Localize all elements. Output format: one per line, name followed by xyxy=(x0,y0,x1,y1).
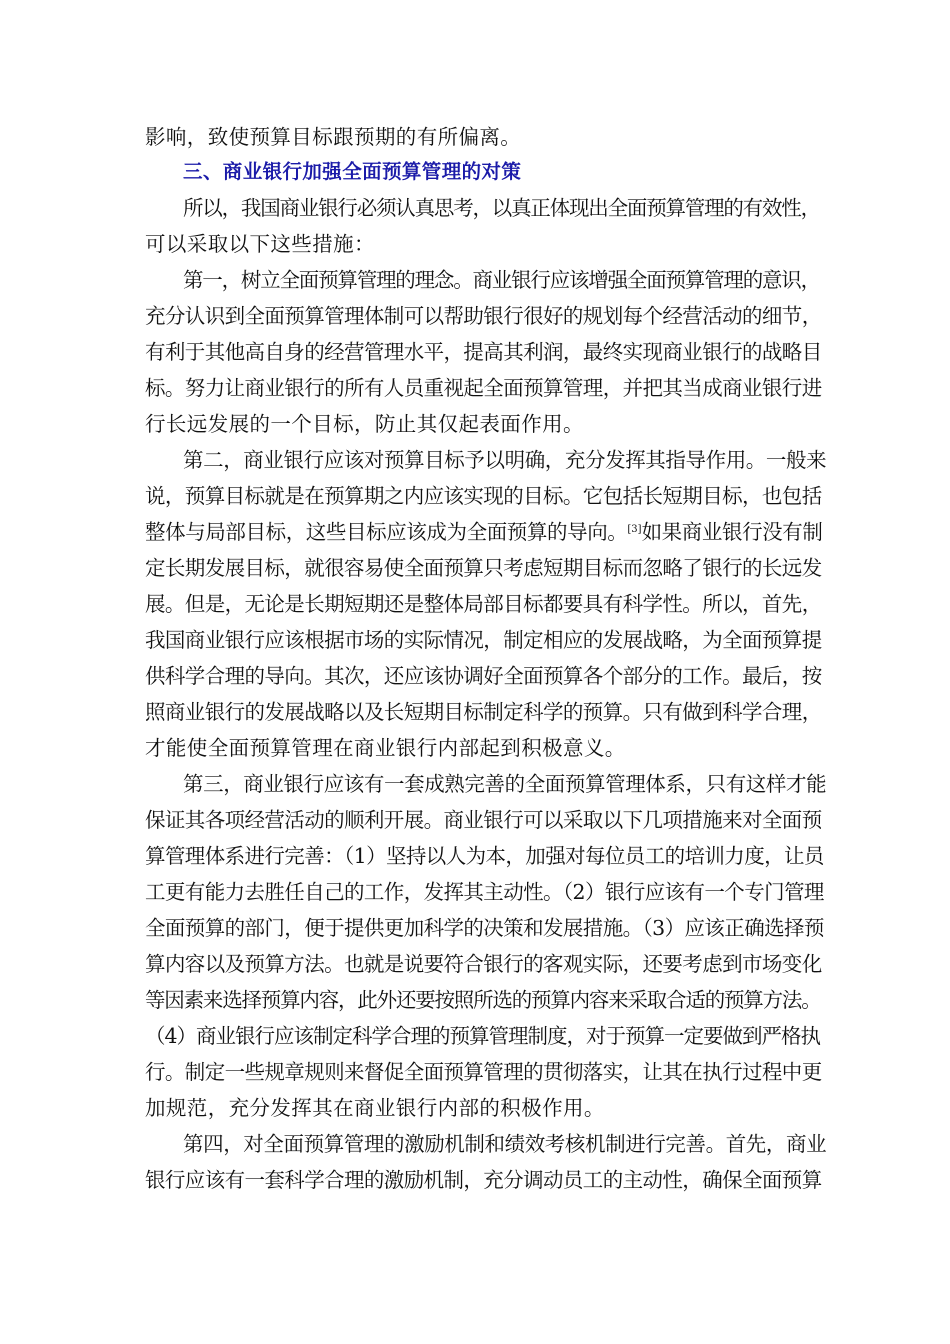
paragraph-line: 影响，致使预算目标跟预期的有所偏离。 xyxy=(145,125,522,149)
paragraph-line: （4）商业银行应该制定科学合理的预算管理制度，对于预算一定要做到严格执 xyxy=(145,1024,821,1048)
paragraph-line: 银行应该有一套科学合理的激励机制，充分调动员工的主动性，确保全面预算 xyxy=(145,1168,822,1192)
paragraph-line: 第四，对全面预算管理的激励机制和绩效考核机制进行完善。首先，商业 xyxy=(183,1132,827,1156)
paragraph-line: 有利于其他高自身的经营管理水平，提高其利润，最终实现商业银行的战略目 xyxy=(145,340,822,364)
paragraph-line-with-citation xyxy=(145,519,825,545)
paragraph-line: 照商业银行的发展战略以及长短期目标制定科学的预算。只有做到科学合理， xyxy=(145,700,822,724)
line-text: 整体与局部目标，这些目标应该成为全面预算的导向。 xyxy=(145,520,628,544)
paragraph-line: 展。但是，无论是长期短期还是整体局部目标都要具有科学性。所以，首先， xyxy=(145,592,822,616)
paragraph-line: 说，预算目标就是在预算期之内应该实现的目标。它包括长短期目标，也包括 xyxy=(145,484,822,508)
paragraph-line: 加规范，充分发挥其在商业银行内部的积极作用。 xyxy=(145,1096,605,1120)
section-heading: 三、商业银行加强全面预算管理的对策 xyxy=(183,160,522,183)
paragraph-line: 第二，商业银行应该对预算目标予以明确，充分发挥其指导作用。一般来 xyxy=(183,448,827,472)
paragraph-line: 所以，我国商业银行必须认真思考，以真正体现出全面预算管理的有效性， xyxy=(183,196,820,220)
paragraph-line: 标。努力让商业银行的所有人员重视起全面预算管理，并把其当成商业银行进 xyxy=(145,376,822,400)
paragraph-line: 算管理体系进行完善：（1）坚持以人为本，加强对每位员工的培训力度，让员 xyxy=(145,844,824,868)
paragraph-line: 定长期发展目标，就很容易使全面预算只考虑短期目标而忽略了银行的长远发 xyxy=(145,556,822,580)
paragraph-line: 才能使全面预算管理在商业银行内部起到积极意义。 xyxy=(145,736,626,760)
paragraph-line: 我国商业银行应该根据市场的实际情况，制定相应的发展战略，为全面预算提 xyxy=(145,628,822,652)
paragraph-line: 等因素来选择预算内容，此外还要按照所选的预算内容来采取合适的预算方法。 xyxy=(145,988,821,1012)
paragraph-line: 行长远发展的一个目标，防止其仅起表面作用。 xyxy=(145,412,584,436)
line-text: 如果商业银行没有制 xyxy=(641,520,823,544)
paragraph-line: 可以采取以下这些措施： xyxy=(145,232,375,256)
paragraph-line: 供科学合理的导向。其次，还应该协调好全面预算各个部分的工作。最后，按 xyxy=(145,664,822,688)
citation-marker: [3] xyxy=(627,524,642,535)
paragraph-line: 充分认识到全面预算管理体制可以帮助银行很好的规划每个经营活动的细节， xyxy=(145,304,822,328)
paragraph-line: 第三，商业银行应该有一套成熟完善的全面预算管理体系，只有这样才能 xyxy=(183,772,827,796)
paragraph-line: 第一，树立全面预算管理的理念。商业银行应该增强全面预算管理的意识， xyxy=(183,268,820,292)
paragraph-line: 行。制定一些规章规则来督促全面预算管理的贯彻落实，让其在执行过程中更 xyxy=(145,1060,822,1084)
paragraph-line: 算内容以及预算方法。也就是说要符合银行的客观实际，还要考虑到市场变化 xyxy=(145,952,822,976)
paragraph-line: 工更有能力去胜任自己的工作，发挥其主动性。（2）银行应该有一个专门管理 xyxy=(145,880,824,904)
paragraph-line: 全面预算的部门，便于提供更加科学的决策和发展措施。（3）应该正确选择预 xyxy=(145,916,824,940)
paragraph-line: 保证其各项经营活动的顺利开展。商业银行可以采取以下几项措施来对全面预 xyxy=(145,808,822,832)
